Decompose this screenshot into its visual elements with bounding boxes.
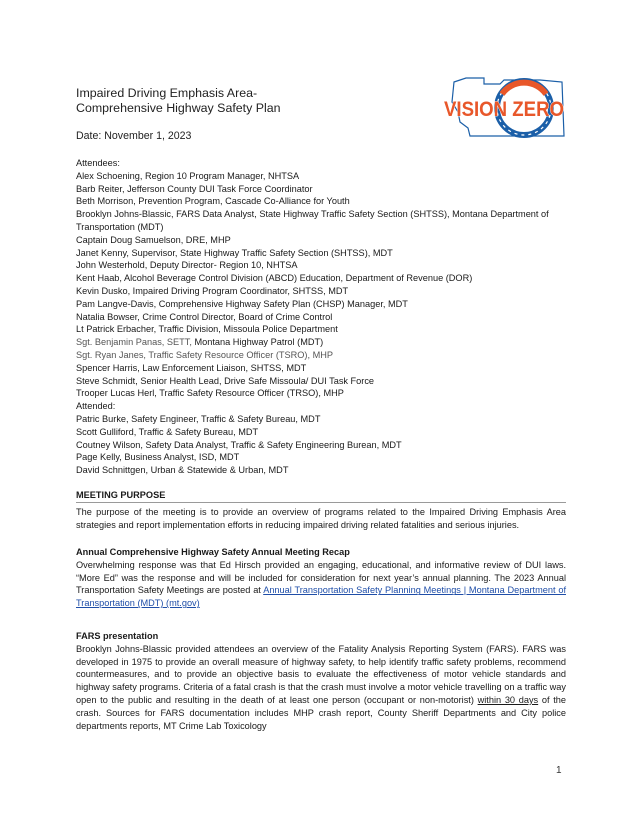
fars-text-after: of the crash. Sources for FARS documentation includes MHP crash report, County Sheriff Departments and City police departments reports, MT Crime Lab Toxicology	[76, 694, 566, 731]
meeting-date: Date: November 1, 2023	[76, 130, 192, 142]
attendee-item: Brooklyn Johns-Blassic, FARS Data Analyst, State Highway Traffic Safety Section (SHTSS), Montana Department of Transportation (MDT)	[76, 209, 549, 232]
meeting-purpose-heading: MEETING PURPOSE	[76, 490, 566, 503]
attended-item: Page Kelly, Business Analyst, ISD, MDT	[76, 452, 240, 463]
attended-item: Coutney Wilson, Safety Data Analyst, Traffic & Safety Engineering Burean, MDT	[76, 439, 402, 450]
document-title	[76, 86, 281, 116]
attendee-item: Kent Haab, Alcohol Beverage Control Division (ABCD) Education, Department of Revenue (DOR)	[76, 273, 473, 284]
attended-label: Attended:	[76, 401, 116, 412]
meeting-purpose-text: The purpose of the meeting is to provide an overview of programs related to the Impaired Driving Emphasis Area strategies and report implementation efforts in reducing impaired driving related fatalities and serious injuries.	[76, 507, 566, 530]
attendee-item	[76, 336, 566, 349]
fars-heading: FARS presentation	[76, 631, 159, 641]
logo-text: VISION ZERO	[444, 98, 564, 121]
fars-paragraph	[76, 643, 566, 733]
attendee-item: Alex Schoening, Region 10 Program Manager, NHTSA	[76, 170, 300, 181]
attendee-item: John Westerhold, Deputy Director- Region 10, NHTSA	[76, 260, 298, 271]
attendee-item: Sgt. Ryan Janes, Traffic Safety Resource Officer (TSRO), MHP	[76, 349, 333, 360]
attended-item: Scott Gulliford, Traffic & Safety Bureau, MDT	[76, 426, 259, 437]
fars-section	[76, 630, 566, 732]
fars-underlined-text: within 30 days	[477, 694, 539, 705]
attendee-item: Natalia Bowser, Crime Control Director, Board of Crime Control	[76, 311, 333, 322]
attendee-text: Montana Highway Patrol (MDT)	[194, 337, 324, 348]
attended-item: David Schnittgen, Urban & Statewide & Urban, MDT	[76, 465, 289, 476]
fars-text-before: Brooklyn Johns-Blassic provided attendees an overview of the Fatality Analysis Reporting System (FARS). FARS was developed in 1975 to provide an overall measure of highway safety, to help identify traffic safety problems, recommend countermeasures, and to provide an objective basis to evaluate the effectiveness of motor vehicle standards and highway safety programs. Criteria of a fatal crash is that the crash must involve a motor vehicle travelling on a traffic way open to the public and resulting in the death of at least one person (occupant or non-motorist)	[76, 643, 566, 705]
attendee-item: Beth Morrison, Prevention Program, Cascade Co-Alliance for Youth	[76, 196, 350, 207]
annual-recap-heading: Annual Comprehensive Highway Safety Annual Meeting Recap	[76, 547, 350, 557]
vision-zero-logo-graphic	[440, 72, 568, 144]
page-number: 1	[556, 765, 562, 776]
attendee-item: Janet Kenny, Supervisor, State Highway Traffic Safety Section (SHTSS), MDT	[76, 247, 393, 258]
annual-recap-paragraph	[76, 559, 566, 610]
annual-recap-section	[76, 546, 566, 610]
attended-item: Patric Burke, Safety Engineer, Traffic & Safety Bureau, MDT	[76, 413, 321, 424]
attendee-item: Steve Schmidt, Senior Health Lead, Drive Safe Missoula/ DUI Task Force	[76, 375, 375, 386]
attendee-item: Lt Patrick Erbacher, Traffic Division, Missoula Police Department	[76, 324, 338, 335]
attendee-item: Pam Langve-Davis, Comprehensive Highway Safety Plan (CHSP) Manager, MDT	[76, 298, 408, 309]
annual-meetings-link[interactable]: Annual Transportation Safety Planning Meetings | Montana Department of Transportation (MDT) (mt.gov)	[76, 585, 566, 609]
attendee-item: Barb Reiter, Jefferson County DUI Task Force Coordinator	[76, 183, 313, 194]
attendee-item: Spencer Harris, Law Enforcement Liaison, SHTSS, MDT	[76, 362, 307, 373]
attendee-item: Kevin Dusko, Impaired Driving Program Coordinator, SHTSS, MDT	[76, 285, 349, 296]
title-line-1: Impaired Driving Emphasis Area-	[76, 86, 258, 100]
attendees-label: Attendees:	[76, 158, 120, 168]
vision-zero-logo	[440, 72, 568, 144]
attendee-item: Captain Doug Samuelson, DRE, MHP	[76, 234, 231, 245]
tire-arc-icon	[502, 83, 546, 94]
attendees-section	[76, 157, 566, 477]
annual-recap-text: Overwhelming response was that Ed Hirsch provided an engaging, educational, and informative review of DUI laws. “More Ed” was the response and will be included for consideration for next year’s annual planning. The 2023 Annual Transportation Safety Meetings are posted at	[76, 559, 566, 596]
attendee-item: Trooper Lucas Herl, Traffic Safety Resource Officer (TRSO), MHP	[76, 388, 344, 399]
attendee-gray-text: Sgt. Benjamin Panas, SETT,	[76, 337, 195, 348]
title-line-2: Comprehensive Highway Safety Plan	[76, 101, 281, 115]
